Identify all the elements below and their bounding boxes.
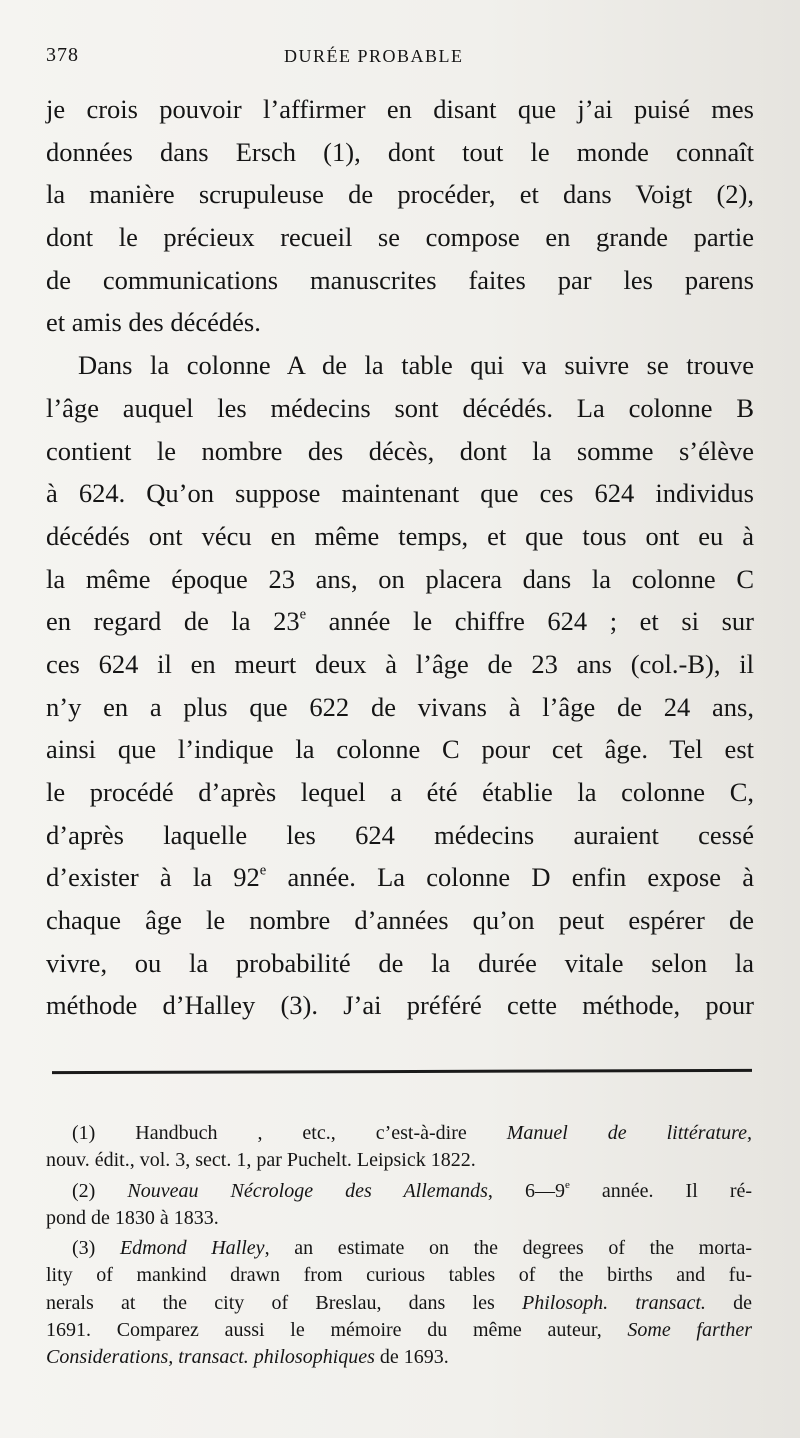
text-segment: en regard de la 23 xyxy=(46,606,300,637)
text-line: la manière scrupuleuse de procéder, et dans Voigt (2), xyxy=(46,179,754,210)
text-segment: , an estimate on the degrees of the morta- xyxy=(264,1237,752,1260)
text-line: chaque âge le nombre d’années qu’on peut espérer de xyxy=(46,905,754,936)
text-line: Dans la colonne A de la table qui va suivre se trouve xyxy=(78,350,754,381)
footnote-2 xyxy=(46,1178,752,1233)
text-segment: (2) xyxy=(72,1179,128,1202)
text-segment: nerals at the city of Breslau, dans les xyxy=(46,1291,522,1314)
text-segment: (3) xyxy=(72,1237,120,1260)
text-line: n’y en a plus que 622 de vivans à l’âge de 24 ans, xyxy=(46,691,754,722)
page-number: 378 xyxy=(46,44,79,66)
footnote-line: lity of mankind drawn from curious tables of the births and fu- xyxy=(46,1264,752,1287)
italic-title: Some farther xyxy=(627,1319,752,1342)
text-line: de communications manuscrites faites par les parens xyxy=(46,264,754,295)
text-line: décédés ont vécu en même temps, et que tous ont eu à xyxy=(46,520,754,551)
text-line: méthode d’Halley (3). J’ai préféré cette méthode, pour xyxy=(46,990,754,1021)
text-segment: de 1693. xyxy=(374,1346,449,1369)
italic-title: Nouveau Nécrologe des Allemands xyxy=(127,1179,488,1202)
text-segment: 1691. Comparez aussi le mémoire du même auteur, xyxy=(46,1319,628,1342)
italic-title: Edmond Halley xyxy=(119,1237,265,1260)
text-segment: (1) Handbuch , etc., c’est-à-dire xyxy=(72,1122,507,1144)
footnote-line: pond de 1830 à 1833. xyxy=(46,1206,219,1229)
footnote-3 xyxy=(46,1235,752,1371)
page-header xyxy=(46,40,746,76)
text-line: données dans Ersch (1), dont tout le monde connaît xyxy=(46,136,754,167)
text-line: dont le précieux recueil se compose en grande partie xyxy=(46,222,754,253)
body-text xyxy=(46,88,754,1027)
footnote-line xyxy=(46,1120,752,1147)
footnotes xyxy=(46,1120,752,1375)
text-line: ces 624 il en meurt deux à l’âge de 23 ans (col.-B), il xyxy=(46,648,754,679)
italic-title: Philosoph. transact. xyxy=(522,1291,706,1314)
footnote-line: nouv. édit., vol. 3, sect. 1, par Puchelt. Leipsick 1822. xyxy=(46,1149,476,1172)
footnote-rule xyxy=(52,1069,752,1074)
footnote-line xyxy=(46,1178,752,1205)
text-line: vivre, ou la probabilité de la durée vitale selon la xyxy=(46,947,754,978)
text-line xyxy=(46,600,754,643)
text-segment: année. Il ré- xyxy=(569,1179,753,1202)
italic-title: Manuel de littérature, xyxy=(506,1122,752,1144)
italic-title: Considerations, transact. philosophiques xyxy=(46,1346,375,1369)
running-head: DURÉE PROBABLE xyxy=(284,46,464,66)
text-line: d’après laquelle les 624 médecins auraient cessé xyxy=(46,819,754,850)
footnote-line xyxy=(46,1344,752,1371)
text-line: la même époque 23 ans, on placera dans la colonne C xyxy=(46,563,754,594)
text-line xyxy=(46,856,754,899)
text-line: et amis des décédés. xyxy=(46,307,261,338)
text-segment: année le chiffre 624 ; et si sur xyxy=(306,606,754,637)
text-segment: année. La colonne D enfin expose à xyxy=(266,862,754,893)
text-line: le procédé d’après lequel a été établie la colonne C, xyxy=(46,777,754,807)
footnote-line xyxy=(46,1317,752,1344)
text-segment: de xyxy=(705,1291,752,1314)
superscript: e xyxy=(299,606,307,623)
text-line: contient le nombre des décès, dont la somme s’élève xyxy=(46,435,754,466)
superscript: e xyxy=(259,862,267,879)
text-line: je crois pouvoir l’affirmer en disant que j’ai puisé mes xyxy=(46,94,754,124)
text-line: ainsi que l’indique la colonne C pour cet âge. Tel est xyxy=(46,734,754,765)
footnote-line xyxy=(46,1290,752,1317)
footnote-line xyxy=(46,1235,752,1262)
footnote-1 xyxy=(46,1120,752,1175)
superscript: e xyxy=(564,1178,570,1191)
text-line: l’âge auquel les médecins sont décédés. La colonne B xyxy=(46,392,754,423)
text-segment: d’exister à la 92 xyxy=(46,862,260,893)
text-line: à 624. Qu’on suppose maintenant que ces 624 individus xyxy=(46,478,754,509)
text-segment: , 6—9 xyxy=(487,1179,565,1202)
